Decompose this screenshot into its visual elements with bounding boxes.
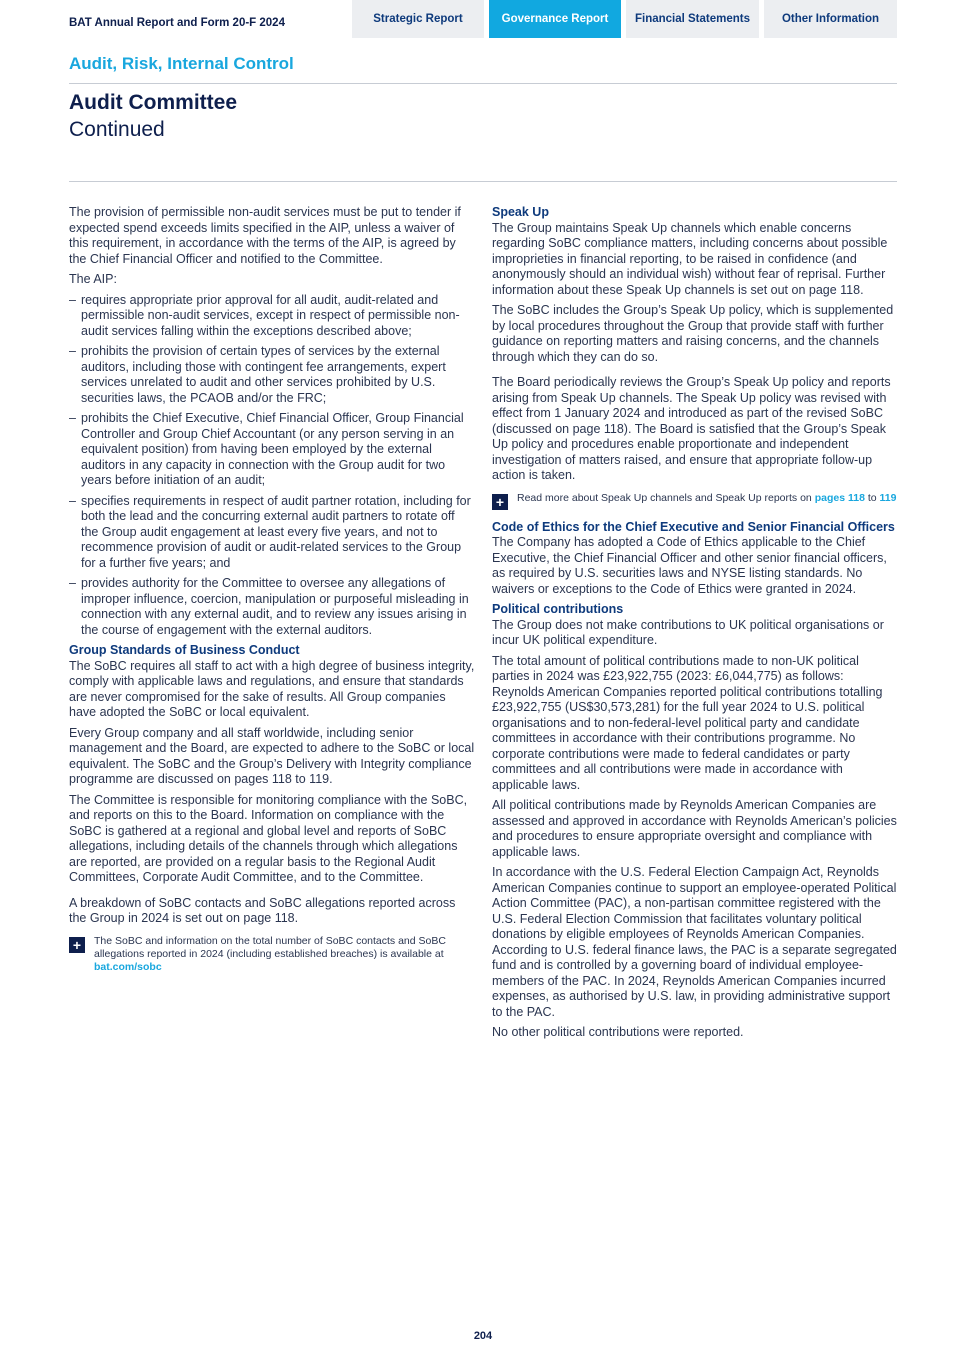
heading-speak-up: Speak Up <box>492 205 549 219</box>
page-subtitle: Continued <box>69 118 165 141</box>
title-divider <box>69 181 897 182</box>
list-item: – provides authority for the Committee to oversee any allegations of improper influence, coercion, manipulation or purposeful misleading in connection with any external audit, and to review any issues arising in the course of engagement with the external auditors. <box>69 576 475 638</box>
paragraph: The Company has adopted a Code of Ethics applicable to the Chief Executive, the Chief Financial Officer and other senior financial officers, as required by U.S. securities laws and NYSE listing standards. No waivers or exceptions to the Code of Ethics were granted in 2024. <box>492 535 887 596</box>
paragraph: In accordance with the U.S. Federal Election Campaign Act, Reynolds American Companies continue to support an employee-operated Political Action Committee (PAC), a non-partisan committee registered with the U.S. Federal Election Commission that facilitates voluntary political donations by eligible employees of Reynolds American Companies. According to U.S. federal finance laws, the PAC is a separate segregated fund and is controlled by a governing board of individual employee-members of the PAC. In 2024, Reynolds American Companies incurred expenses, as authorised by U.S. law, in providing administrative support to the PAC. <box>492 865 897 1019</box>
sobc-link[interactable]: bat.com/sobc <box>94 960 162 973</box>
paragraph: The SoBC requires all staff to act with a high degree of business integrity, comply with applicable laws and regulations, and ensure that standards are never compromised for the sake of results. All Group companies have adopted the SoBC or local equivalent. <box>69 658 475 719</box>
list-item: – requires appropriate prior approval for all audit, audit-related and permissible non-audit services, except in respect of permissible non-audit services falling within the exceptions described above; <box>69 293 475 340</box>
right-column <box>492 205 898 1046</box>
heading-group-standards: Group Standards of Business Conduct <box>69 643 300 657</box>
paragraph: The SoBC includes the Group’s Speak Up policy, which is supplemented by local procedures throughout the Group that provide staff with further guidance on reporting matters and raising concerns, and the channels through which they can do so. <box>492 303 894 364</box>
left-column <box>69 205 475 984</box>
page-number: 204 <box>473 1330 493 1342</box>
pages-118-link[interactable]: pages 118 <box>814 491 865 504</box>
speak-up-note <box>492 492 898 510</box>
section-label: Audit, Risk, Internal Control <box>69 54 294 73</box>
list-item: – prohibits the Chief Executive, Chief Financial Officer, Group Financial Controller and Group Chief Accountant (or any person serving in an equivalent position) from having been employed by the external auditors in any capacity in connection with the Group audit for two years before initiation of an audit; <box>69 411 475 489</box>
page-119-link[interactable]: 119 <box>879 491 897 504</box>
paragraph: The AIP: <box>69 272 117 286</box>
page-title: Audit Committee <box>69 91 237 114</box>
paragraph: The Committee is responsible for monitoring compliance with the SoBC, and reports on this to the Board. Information on compliance with the SoBC is gathered at a regional and global level and reports of SoBC allegations, including details of the channels through which allegations are reported, are provided on a regular basis to the Regional Audit Committees, Corporate Audit Committee, and to the Committee. <box>69 792 468 884</box>
heading-political-contributions: Political contributions <box>492 602 624 616</box>
paragraph: A breakdown of SoBC contacts and SoBC allegations reported across the Group in 2024 is set out on page 118. <box>69 895 456 925</box>
tab-other-information[interactable]: Other Information <box>764 0 897 38</box>
paragraph: The Group does not make contributions to UK political organisations or incur UK political expenditure. <box>492 617 884 647</box>
paragraph: The provision of permissible non-audit services must be put to tender if expected spend exceeds limits specified in the AIP, unless a waiver of this requirement, in accordance with the terms of the AIP, is agreed by the Chief Financial Officer and notified to the Committee. <box>69 205 461 266</box>
tab-governance-report[interactable]: Governance Report <box>489 0 621 38</box>
note-text: Read more about Speak Up channels and Speak Up reports on pages 118 to 119 <box>517 491 897 504</box>
paragraph: Every Group company and all staff worldwide, including senior management and the Board, are expected to adhere to the SoBC or local equivalent. The SoBC and the Group’s Delivery with Integrity compliance programme are discussed on pages 118 to 119. <box>69 725 475 786</box>
list-item: – specifies requirements in respect of audit partner rotation, including for both the lead and the concurring external audit partners to rotate off the Group audit engagement at least every five years, and not to recommence provision of audit or audit-related services to the Group for a further five years; and <box>69 494 475 572</box>
paragraph: No other political contributions were reported. <box>492 1025 744 1039</box>
paragraph: All political contributions made by Reynolds American Companies are assessed and approved in accordance with Reynolds American’s policies and procedures to ensure appropriate oversight and compliance with applicable laws. <box>492 798 897 859</box>
paragraph: The Board periodically reviews the Group’s Speak Up policy and reports arising from Speak Up channels. The Speak Up policy was revised with effect from 1 January 2024 and introduced as part of the revised SoBC (discussed on page 118). The Board is satisfied that the Group’s Speak Up policy and procedures enable proportionate and independent investigation of matters raised, and ensure that appropriate follow-up action is taken. <box>492 375 891 482</box>
report-title: BAT Annual Report and Form 20-F 2024 <box>69 17 285 29</box>
tab-strategic-report[interactable]: Strategic Report <box>352 0 484 38</box>
tab-financial-statements[interactable]: Financial Statements <box>626 0 759 38</box>
plus-icon: + <box>492 494 508 510</box>
paragraph: The Group maintains Speak Up channels which enable concerns regarding SoBC compliance matters, including concerns about possible improprieties in financial reporting, to be raised in confidence (and anonymously should an individual wish) without fear of reprisal. Further information about these Speak Up channels is set out on page 118. <box>492 220 888 297</box>
plus-icon: + <box>69 937 85 953</box>
paragraph: The total amount of political contributions made to non-UK political parties in 2024 was £23,922,755 (2023: £6,044,775) as follows: Reynolds American Companies reported political contributions totalling £23,922,755 (US$30,573,281) for the full year 2024 to U.S. political organisations and to non-federal-level political party and candidate committees in accordance with their contributions programme. No corporate contributions were made to federal candidates or party committees and all contributions were made in accordance with applicable laws. <box>492 653 883 792</box>
heading-code-of-ethics: Code of Ethics for the Chief Executive and Senior Financial Officers <box>492 519 895 534</box>
note-text: The SoBC and information on the total number of SoBC contacts and SoBC allegations reported in 2024 (including established breaches) is available at bat.com/sobc <box>94 934 446 973</box>
list-item: – prohibits the provision of certain types of services by the external auditors, including those with contingent fee arrangements, expert services unrelated to audit and other services prohibited by U.S. securities laws, the PCAOB and/or the FRC; <box>69 344 475 406</box>
sobc-info-note <box>69 935 475 974</box>
header-divider <box>69 83 897 84</box>
top-navigation-bar <box>0 0 966 38</box>
aip-list <box>69 293 475 639</box>
